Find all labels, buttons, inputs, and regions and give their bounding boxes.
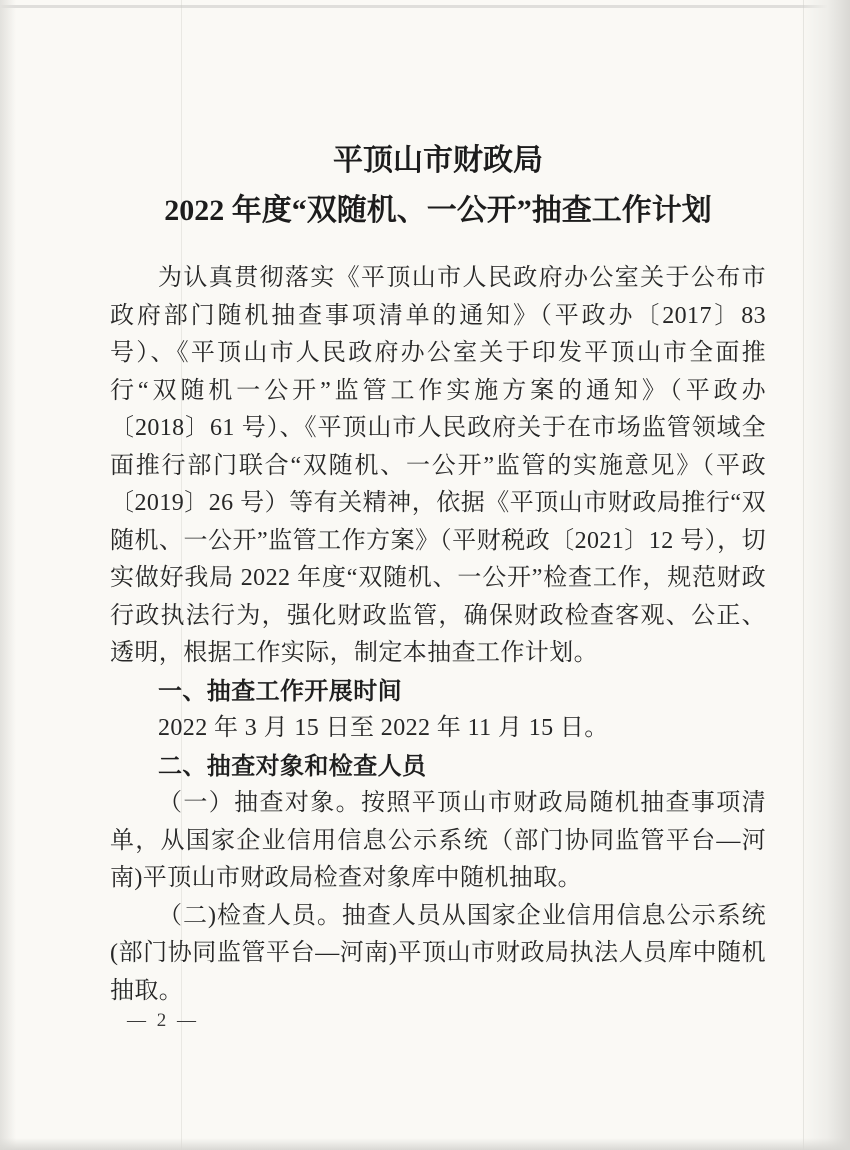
scan-edge-right — [800, 0, 850, 1150]
paragraph-dates: 2022 年 3 月 15 日至 2022 年 11 月 15 日。 — [158, 715, 609, 741]
scan-edge-top — [0, 5, 850, 8]
section-heading-2: 二、抽查对象和检查人员 — [158, 752, 427, 780]
document-title-plan: 2022 年度“双随机、一公开”抽查工作计划 — [164, 194, 712, 227]
scan-edge-left — [0, 0, 16, 1150]
paragraph-targets: （一）抽查对象。按照平顶山市财政局随机抽查事项清单，从国家企业信用信息公示系统（部门协同监管平台—河南)平顶山市财政局检查对象库中随机抽取。 — [110, 790, 766, 891]
scan-edge-bottom — [0, 1138, 850, 1150]
document-title-org: 平顶山市财政局 — [333, 144, 543, 177]
paragraph-intro: 为认真贯彻落实《平顶山市人民政府办公室关于公布市政府部门随机抽查事项清单的通知》（平政办〔2017〕83 号）、《平顶山市人民政府办公室关于印发平顶山市全面推行“双随机一公开”监管工作实施方案的通知》（平政办〔2018〕61 号）、《平顶山市人民政府关于在市场监管领域全面推行部门联合“双随机、一公开”监管的实施意见》（平政〔2019〕26 号）等有关精神，依据《平顶山市财政局推行“双随机、一公开”监管工作方案》（平财税政〔2021〕12 号），切实做好我局 2022 年度“双随机、一公开”检查工作，规范财政行政执法行为，强化财政监管，确保财政检查客观、公正、透明，根据工作实际，制定本抽查工作计划。 — [110, 265, 766, 666]
document-body — [110, 260, 766, 1010]
paragraph-inspectors: （二)检查人员。抽查人员从国家企业信用信息公示系统(部门协同监管平台—河南)平顶山市财政局执法人员库中随机抽取。 — [110, 902, 766, 1004]
document-content — [110, 138, 766, 1010]
page-number: — 2 — — [127, 1010, 199, 1031]
section-heading-1: 一、抽查工作开展时间 — [158, 677, 402, 705]
